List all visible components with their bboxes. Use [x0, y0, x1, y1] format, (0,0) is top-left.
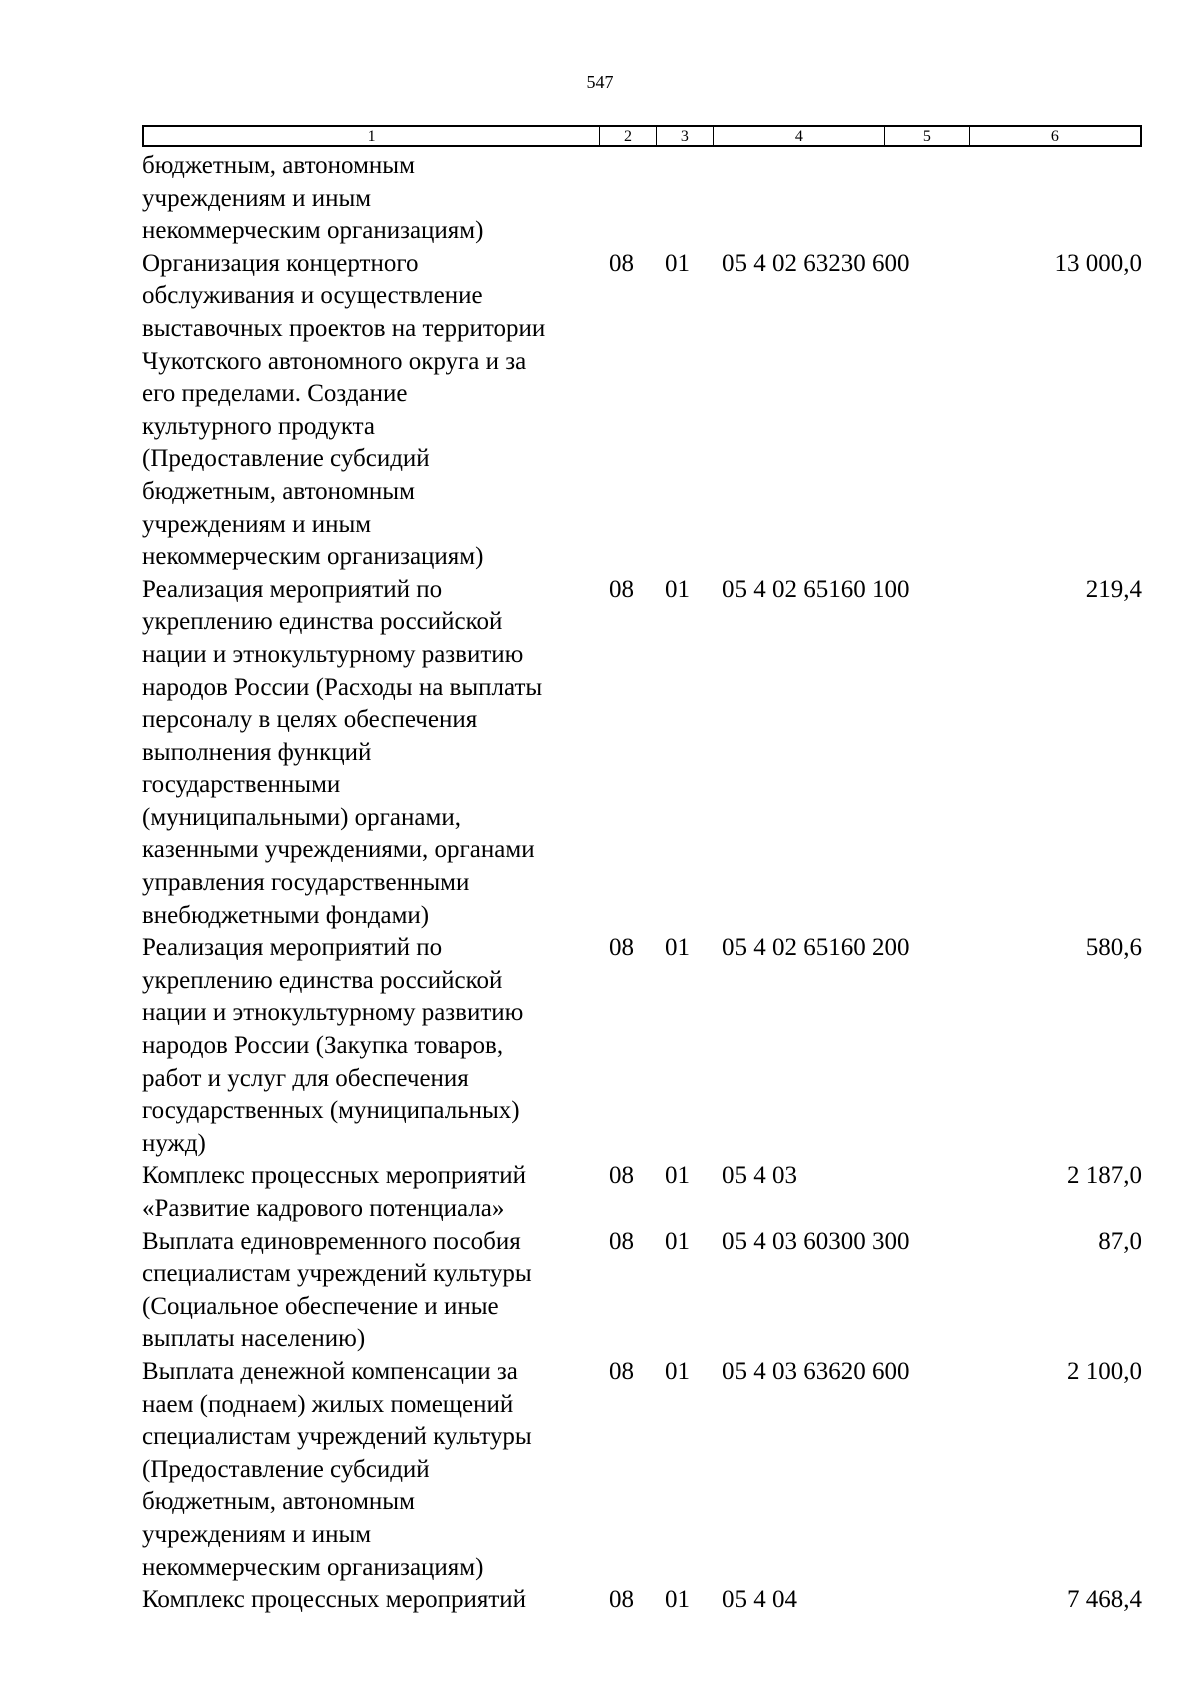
- table-header: [142, 125, 1142, 147]
- description-line: выставочных проектов на территории: [142, 314, 546, 342]
- description-line: некоммерческим организациям): [142, 217, 484, 245]
- row-code: 05 4 03 60300 300: [722, 1227, 910, 1255]
- description-line: бюджетным, автономным: [142, 152, 415, 179]
- row-code: 05 4 02 65160 100: [722, 575, 910, 603]
- description-line: народов России (Расходы на выплаты: [142, 673, 543, 701]
- description-line: работ и услуг для обеспечения: [142, 1064, 469, 1092]
- description-line: нации и этнокультурному развитию: [142, 999, 524, 1027]
- row-code: 05 4 02 65160 200: [722, 934, 910, 962]
- header-col-5: 5: [885, 127, 970, 145]
- row-subsection: 01: [665, 1162, 690, 1190]
- row-section: 08: [609, 1357, 634, 1385]
- header-col-3: 3: [657, 127, 714, 145]
- description-line: некоммерческим организациям): [142, 1553, 484, 1581]
- row-description: [142, 1584, 600, 1617]
- description-line: управления государственными: [142, 869, 470, 897]
- row-amount: 580,6: [1085, 934, 1142, 962]
- description-line: (Предоставление субсидий: [142, 445, 430, 473]
- description-line: бюджетным, автономным: [142, 477, 415, 505]
- row-section: 08: [609, 934, 634, 962]
- description-line: некоммерческим организациям): [142, 543, 484, 571]
- row-section: 08: [609, 1162, 634, 1190]
- description-line: Комплекс процессных мероприятий: [142, 1586, 527, 1614]
- header-col-2: 2: [600, 127, 657, 145]
- table-row: [142, 150, 1142, 248]
- description-line: укреплению единства российской: [142, 608, 503, 636]
- row-subsection: 01: [665, 1586, 690, 1614]
- table-row: [142, 248, 1142, 574]
- description-line: нации и этнокультурному развитию: [142, 640, 524, 668]
- row-description: [142, 150, 600, 248]
- description-line: государственными: [142, 771, 341, 799]
- table-row: [142, 574, 1142, 933]
- row-subsection: 01: [665, 1227, 690, 1255]
- row-amount: 87,0: [1098, 1227, 1142, 1255]
- row-code: 05 4 03: [722, 1162, 797, 1190]
- description-line: (Предоставление субсидий: [142, 1455, 430, 1483]
- description-line: казенными учреждениями, органами: [142, 836, 535, 864]
- table-row: [142, 1226, 1142, 1356]
- description-line: укреплению единства российской: [142, 966, 503, 994]
- table-row: [142, 1160, 1142, 1225]
- header-col-6: 6: [1050, 128, 1059, 145]
- row-subsection: 01: [665, 934, 690, 962]
- table-row: [142, 1356, 1142, 1584]
- row-section: 08: [609, 575, 634, 603]
- description-line: государственных (муниципальных): [142, 1097, 520, 1125]
- row-amount: 219,4: [1085, 575, 1142, 603]
- description-line: учреждениям и иным: [142, 184, 372, 212]
- description-line: внебюджетными фондами): [142, 901, 430, 929]
- description-line: Комплекс процессных мероприятий: [142, 1162, 527, 1190]
- header-col-4: 4: [714, 127, 885, 145]
- description-line: Реализация мероприятий по: [142, 934, 443, 962]
- row-description: [142, 248, 600, 574]
- row-description: [142, 1160, 600, 1225]
- description-line: обслуживания и осуществление: [142, 282, 483, 310]
- row-amount: 7 468,4: [1067, 1586, 1142, 1614]
- row-description: [142, 1226, 600, 1356]
- row-section: 08: [609, 249, 634, 277]
- row-subsection: 01: [665, 1357, 690, 1385]
- row-section: 08: [609, 1586, 634, 1614]
- description-line: выплаты населению): [142, 1325, 366, 1353]
- description-line: нужд): [142, 1129, 206, 1157]
- row-code: 05 4 03 63620 600: [722, 1357, 910, 1385]
- description-line: Выплата единовременного пособия: [142, 1227, 521, 1255]
- description-line: учреждениям и иным: [142, 1520, 372, 1548]
- description-line: его пределами. Создание: [142, 380, 408, 408]
- description-line: Реализация мероприятий по: [142, 575, 443, 603]
- description-line: выполнения функций: [142, 738, 372, 766]
- description-line: (муниципальными) органами,: [142, 803, 461, 831]
- description-line: Организация концертного: [142, 249, 419, 277]
- header-col-1: 1: [144, 127, 600, 145]
- table-row: [142, 932, 1142, 1160]
- row-amount: 2 100,0: [1067, 1357, 1142, 1385]
- row-amount: 13 000,0: [1054, 249, 1142, 277]
- row-subsection: 01: [665, 575, 690, 603]
- row-description: [142, 932, 600, 1160]
- description-line: специалистам учреждений культуры: [142, 1423, 532, 1451]
- row-description: [142, 574, 600, 933]
- description-line: Чукотского автономного округа и за: [142, 347, 527, 375]
- row-section: 08: [609, 1227, 634, 1255]
- description-line: учреждениям и иным: [142, 510, 372, 538]
- description-line: культурного продукта: [142, 412, 375, 440]
- description-line: специалистам учреждений культуры: [142, 1260, 532, 1288]
- page-number: 547: [586, 72, 614, 92]
- description-line: Выплата денежной компенсации за: [142, 1357, 518, 1385]
- row-code: 05 4 04: [722, 1586, 797, 1614]
- table-row: [142, 1584, 1142, 1617]
- description-line: «Развитие кадрового потенциала»: [142, 1195, 505, 1222]
- row-description: [142, 1356, 600, 1584]
- description-line: персоналу в целях обеспечения: [142, 706, 478, 734]
- row-code: 05 4 02 63230 600: [722, 249, 910, 277]
- budget-table: [142, 150, 1142, 1617]
- description-line: наем (поднаем) жилых помещений: [142, 1390, 514, 1418]
- row-amount: 2 187,0: [1067, 1162, 1142, 1190]
- description-line: бюджетным, автономным: [142, 1488, 415, 1516]
- description-line: народов России (Закупка товаров,: [142, 1032, 504, 1060]
- row-subsection: 01: [665, 249, 690, 277]
- description-line: (Социальное обеспечение и иные: [142, 1292, 499, 1320]
